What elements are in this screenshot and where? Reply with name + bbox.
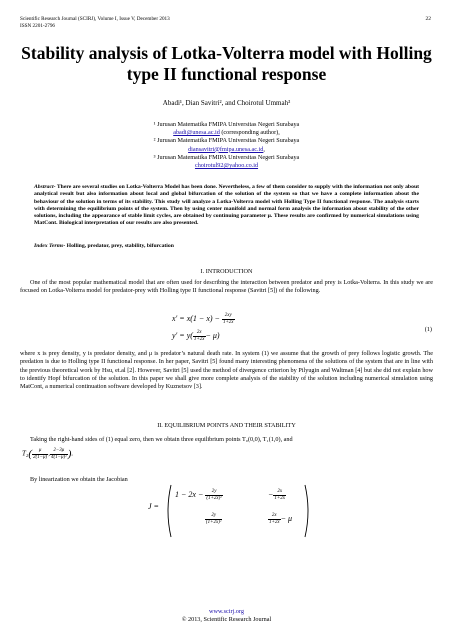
j12-den: 1+2x [274,495,285,501]
issn: ISSN 2201-2796 [20,22,56,29]
affiliation-3: ³ Jurusan Matematika FMIPA Universitas Negeri Surabaya [153,153,300,161]
jacobian-entry-21 [205,513,222,525]
t2-fraction-1 [32,448,48,460]
j21-fraction [205,513,222,525]
affiliation-2-note: , [263,145,265,153]
section-heading-equilibrium: II. EQUILIBRIUM POINTS AND THEIR STABILITY [157,422,296,429]
j11-text: 1 − 2x − [175,489,204,499]
t2-frac2-den: 4(1−μ)² [50,454,67,460]
affiliation-2: ² Jurusan Matematika FMIPA Universitas Negeri Surabaya [153,137,300,145]
j22-fraction [268,513,281,525]
eq1-frac2-den: 1+2x [193,336,205,342]
j11-num: 2y [205,489,222,496]
email-link-2[interactable]: diansavitri@fmipa.unesa.ac.id [188,145,264,153]
paper-title: Stability analysis of Lotka-Volterra model with Holling type II functional response [21,43,432,84]
intro-paragraph-1: One of the most popular mathematical model that are often used for describing the interaction between predator and prey is Lotka-Volterra. In this study we are focused on Lotka-Volterra model for predator-prey with Holling type II functional response (Savitri [5]) of the following. [20,279,433,295]
t2-frac2-num: 2−3μ [50,448,68,455]
j21-den: (1+2x)² [206,519,222,525]
j22-tail: − μ [280,513,293,523]
j22-num: 2x [268,513,281,520]
journal-header [20,16,170,29]
equation-1-line-1 [172,313,235,325]
j12-num: 2x [273,489,286,496]
t2-label: T₂ [22,449,29,458]
eq1-frac1-num: 2xy [222,313,235,320]
t2-frac1-num: μ [32,448,48,455]
j22-den: 1+2x [269,519,280,525]
abstract-text: There are several studies on Lotka-Volterra Model has been done. Nevertheless, a few of them consider to supply with the information not only about analytical result but also information about local and global bifurcation of the solution of the system so that we have a complete information about the behaviour of the solution in terms of its stability. This study will analyze a Lotka-Volterra model with Holling Type II functional response. The analysis starts with determining the equilibrium points of the system. Then by using center manifold and normal form analysis the information about stability of the other solutions, including the appearance of stable limit cycles, are obtained by continuing parameter μ. These results are confirmed by numerical simulations using MatCont. Biological interpretation of our results are also presented. [34,184,419,227]
eq1-frac2-num: 2x [193,330,206,337]
t2-fraction-2 [50,448,68,460]
j11-den: (1+2x)² [206,495,222,501]
equilibrium-t2: T₂( $\frac{\mu}{2(1-\mu)}$ , $\frac{2-3\mu}{\text{4(1−μ)²}}$ ). [22,448,74,460]
affiliation-1-contact [20,129,433,137]
affiliations [20,121,433,170]
equation-number-1: (1) [424,326,432,333]
page-footer [20,608,433,624]
jacobian-label: J = [148,502,159,511]
j21-num: 2y [205,513,222,520]
index-terms-text: Holling, predator, prey, stability, bifurcation [65,243,174,249]
eq1-fraction-2 [193,330,206,342]
index-terms-label: Index Terms- [34,243,66,249]
affiliation-1-note: (corresponding author), [219,129,280,137]
journal-url[interactable]: www.scirj.org [209,608,244,615]
jacobian-entry-12: − $\frac{2x}{1+2x}$ [268,489,285,501]
eq1-line2-a: y′ = y( [172,330,193,340]
email-link-1[interactable]: abadi@unesa.ac.id [173,129,220,137]
section-heading-introduction: I. INTRODUCTION [200,268,253,275]
eq1-line2-b: − μ) [205,330,220,340]
affiliation-1: ¹ Jurusan Matematika FMIPA Universitas Negeri Surabaya [153,121,300,128]
intro-paragraph-2: where x is prey density, y is predator density, and μ is predator’s natural death rate. In system (1) we assume that the growth of prey follows logistic growth. The predation is due to Holling type II functional response. In her paper, Savitri [5] found many interesting phenomena of the solutions of the system that are in line with the previous theoretical work by Hsu, et.al [2]. However, Savitri [5] used the method of divergence criterion by Pilyugin and Waltman [4] but she did not explain how to identify Hopf bifurcation of the solution. In this paper we shall give more complete analysis of the stability of the solution including numerical simulation using MatCont, a numerical continuation software developed by Kuznetsov [3]. [20,350,433,391]
eq1-line1-text: x′ = x(1 − x) − [172,313,220,323]
equilibrium-paragraph-2: By linearization we obtain the Jacobian [30,476,128,483]
email-link-3[interactable]: choirotul92@yahoo.co.id [194,162,259,170]
affiliation-2-contact [20,146,433,154]
jacobian-entry-22 [268,513,292,525]
copyright: © 2013, Scientific Research Journal [181,616,272,623]
page-number: 22 [425,16,431,22]
t2-frac1-den: 2(1−μ) [33,454,48,460]
index-terms [34,243,419,249]
j11-fraction [205,489,222,501]
affiliation-3-contact [20,162,433,170]
abstract [34,184,419,228]
journal-name: Scientific Research Journal (SCIRJ), Volume I, Issue V, December 2013 [20,16,170,22]
equation-1-line-2 [172,330,220,342]
author-list: Abadi¹, Dian Savitri², and Choirotul Ummah³ [162,99,291,107]
equilibrium-paragraph-1: Taking the right-hand sides of (1) equal zero, then we obtain three equilibrium points T₀(0,0), T₁(1,0), and [30,436,293,443]
eq1-fraction-1 [222,313,235,325]
abstract-label: Abstract- [34,184,56,190]
eq1-frac1-den: 1+2x [222,319,234,325]
j12-fraction [273,489,286,501]
jacobian-entry-11 [175,489,223,501]
